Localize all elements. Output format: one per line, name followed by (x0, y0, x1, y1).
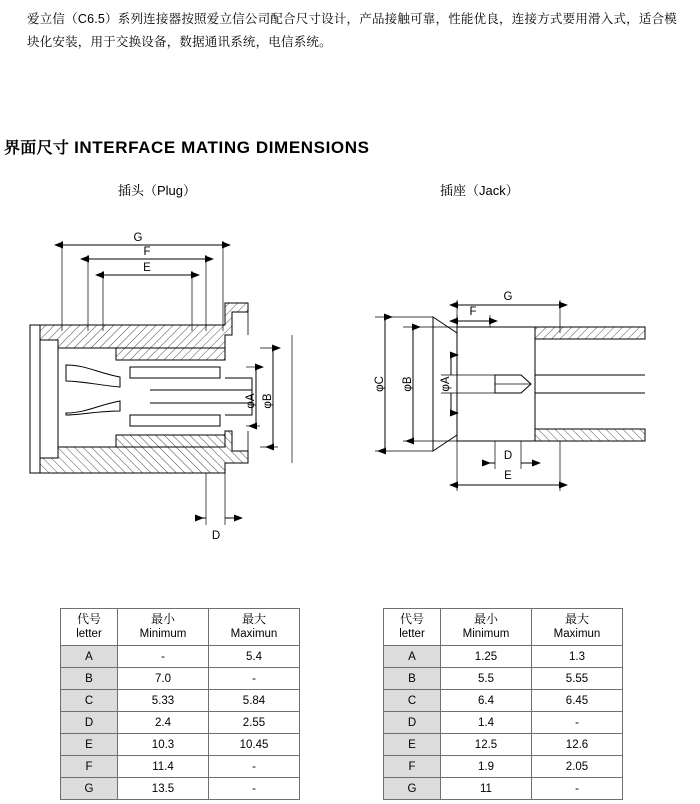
plug-dimension-table (60, 608, 300, 800)
caption-jack: 插座（Jack） (440, 183, 519, 198)
section-heading-cn: 界面尺寸 (4, 140, 70, 157)
cell-max: 5.84 (209, 690, 300, 712)
table-header-row (61, 609, 300, 646)
table-row (384, 668, 623, 690)
cell-min: 11.4 (118, 756, 209, 778)
cell-min: 6.4 (441, 690, 532, 712)
cell-min: 2.4 (118, 712, 209, 734)
jack-technical-drawing (355, 255, 655, 525)
table-row (61, 712, 300, 734)
table-row (61, 778, 300, 800)
plug-dim-label-e: E (143, 262, 151, 274)
plug-dim-label-f: F (143, 246, 151, 258)
cell-min: 12.5 (441, 734, 532, 756)
cell-min: 11 (441, 778, 532, 800)
cell-max: - (209, 668, 300, 690)
header-letter (384, 609, 441, 646)
table-header-row (384, 609, 623, 646)
table-row (61, 668, 300, 690)
header-letter-en: letter (399, 628, 425, 640)
cell-min: 7.0 (118, 668, 209, 690)
cell-code: F (61, 756, 118, 778)
cell-min: 1.9 (441, 756, 532, 778)
cell-code: C (61, 690, 118, 712)
cell-min: 10.3 (118, 734, 209, 756)
jack-dim-label-phi-a: φA (440, 376, 452, 392)
jack-dimension-table (383, 608, 623, 800)
header-minimum (441, 609, 532, 646)
header-minimum-en: Minimum (462, 628, 510, 640)
table-row (384, 690, 623, 712)
cell-min: - (118, 646, 209, 668)
plug-technical-drawing (20, 215, 320, 555)
plug-dim-label-d: D (211, 530, 221, 542)
section-heading-en: INTERFACE MATING DIMENSIONS (74, 138, 370, 157)
header-minimum-en: Minimum (139, 628, 187, 640)
cell-code: B (384, 668, 441, 690)
plug-dim-label-phi-a: φA (245, 393, 257, 409)
table-row (384, 778, 623, 800)
cell-max: - (532, 778, 623, 800)
cell-min: 5.5 (441, 668, 532, 690)
header-letter-cn: 代号 (399, 612, 424, 626)
cell-min: 13.5 (118, 778, 209, 800)
cell-code: A (61, 646, 118, 668)
cell-code: C (384, 690, 441, 712)
intro-paragraph: 爱立信（C6.5）系列连接器按照爱立信公司配合尺寸设计，产品接触可靠，性能优良，连接方式要用滑入式，适合模块化安装，用于交换设备，数据通讯系统，电信系统。 (27, 12, 677, 49)
cell-max: - (209, 778, 300, 800)
header-maximum-cn: 最大 (241, 612, 266, 626)
cell-code: F (384, 756, 441, 778)
header-maximum (532, 609, 623, 646)
plug-dim-label-g: G (133, 232, 143, 244)
cell-code: G (61, 778, 118, 800)
cell-code: D (61, 712, 118, 734)
header-minimum (118, 609, 209, 646)
jack-dim-label-e: E (504, 470, 512, 482)
table-row (384, 646, 623, 668)
cell-max: - (532, 712, 623, 734)
jack-dim-label-d: D (503, 450, 513, 462)
cell-max: 6.45 (532, 690, 623, 712)
cell-max: 2.55 (209, 712, 300, 734)
cell-max: 12.6 (532, 734, 623, 756)
cell-code: G (384, 778, 441, 800)
cell-min: 1.25 (441, 646, 532, 668)
table-row (384, 712, 623, 734)
cell-max: 1.3 (532, 646, 623, 668)
cell-code: A (384, 646, 441, 668)
header-letter-cn: 代号 (76, 612, 101, 626)
table-row (61, 756, 300, 778)
plug-dim-label-phi-b: φB (262, 393, 274, 409)
header-maximum (209, 609, 300, 646)
header-maximum-cn: 最大 (564, 612, 589, 626)
caption-plug: 插头（Plug） (118, 183, 197, 198)
jack-dim-label-g: G (503, 291, 513, 303)
cell-min: 5.33 (118, 690, 209, 712)
jack-dim-label-phi-c: φC (374, 376, 386, 392)
header-minimum-cn: 最小 (473, 612, 498, 626)
table-row (61, 690, 300, 712)
header-minimum-cn: 最小 (150, 612, 175, 626)
cell-max: 5.55 (532, 668, 623, 690)
table-row (61, 734, 300, 756)
table-row (61, 646, 300, 668)
header-letter (61, 609, 118, 646)
cell-code: E (384, 734, 441, 756)
cell-code: D (384, 712, 441, 734)
section-heading (4, 135, 370, 158)
cell-code: B (61, 668, 118, 690)
header-maximum-en: Maximun (230, 628, 278, 640)
cell-max: 5.4 (209, 646, 300, 668)
header-maximum-en: Maximun (553, 628, 601, 640)
cell-code: E (61, 734, 118, 756)
table-row (384, 756, 623, 778)
cell-max: - (209, 756, 300, 778)
cell-max: 10.45 (209, 734, 300, 756)
jack-dim-label-phi-b: φB (402, 376, 414, 392)
cell-max: 2.05 (532, 756, 623, 778)
jack-dim-label-f: F (469, 306, 477, 318)
header-letter-en: letter (76, 628, 102, 640)
table-row (384, 734, 623, 756)
cell-min: 1.4 (441, 712, 532, 734)
